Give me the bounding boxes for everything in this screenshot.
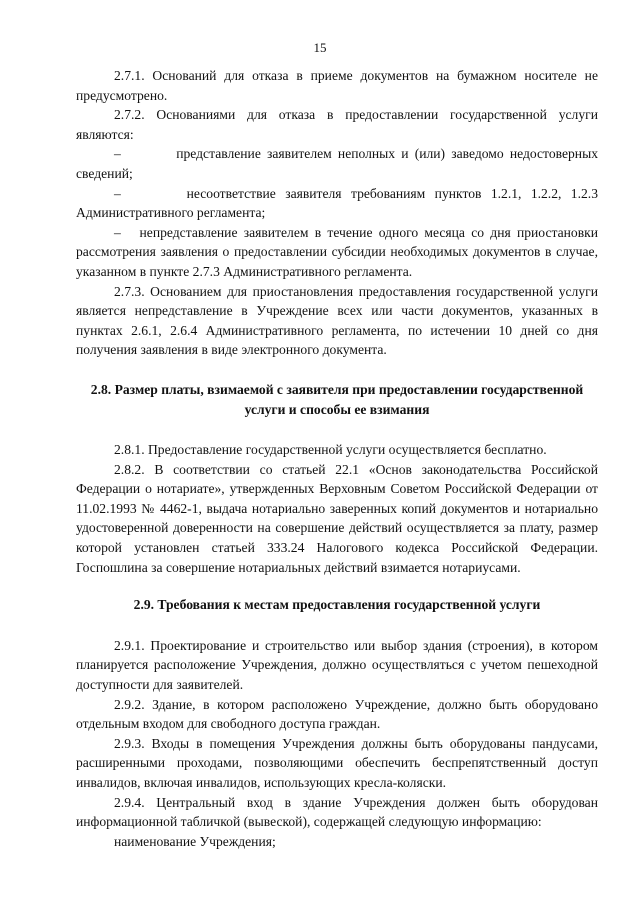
paragraph-2-8-1: 2.8.1. Предоставление государственной услуги осуществляется бесплатно. [114,442,547,458]
document-body [76,66,598,851]
section-heading-2-8: 2.8. Размер платы, взимаемой с заявителя при предоставлении государственной услуги и способы ее взимания [90,381,584,417]
list-item-missing-documents: – непредставление заявителем в течение одного месяца со дня приостановки рассмотрения заявления о предоставлении субсидии необходимых документов в случае, указанном в пункте 2.7.3 Административного регламента. [76,224,598,279]
list-item-incomplete-info: – представление заявителем неполных и (или) заведомо недостоверных сведений; [76,146,598,181]
paragraph-2-7-2: 2.7.2. Основаниями для отказа в предоставлении государственной услуги являются: [76,107,598,142]
list-item-institution-name: наименование Учреждения; [114,833,276,849]
page-number: 15 [313,40,327,55]
paragraph-2-9-4: 2.9.4. Центральный вход в здание Учреждения должен быть оборудован информационной табличкой (вывеской), содержащей следующую информацию: [76,794,598,830]
paragraph-2-7-3: 2.7.3. Основанием для приостановления предоставления государственной услуги является непредставление в Учреждение всех или части документов, указанных в пунктах 2.6.1, 2.6.4 Административного регламента, по истечении 10 дней со дня получения заявления в виде электронного документа. [76,283,598,358]
paragraph-2-9-2: 2.9.2. Здание, в котором расположено Учреждение, должно быть оборудовано отдельным входом для свободного доступа граждан. [76,696,598,732]
list-item-noncompliance: – несоответствие заявителя требованиям пунктов 1.2.1, 1.2.2, 1.2.3 Административного регламента; [76,185,598,221]
paragraph-2-9-1: 2.9.1. Проектирование и строительство или выбор здания (строения), в котором планируется расположение Учреждения, должно осуществляться с учетом пешеходной доступности для заявителей. [76,637,598,693]
paragraph-2-7-1: 2.7.1. Оснований для отказа в приеме документов на бумажном носителе не предусмотрено. [76,68,598,103]
paragraph-2-9-3: 2.9.3. Входы в помещения Учреждения должны быть оборудованы пандусами, расширенными проходами, позволяющими обеспечить беспрепятственный доступ инвалидов, включая инвалидов, использующих кресла-коляски. [76,735,598,790]
section-heading-2-9: 2.9. Требования к местам предоставления государственной услуги [133,597,541,613]
paragraph-2-8-2: 2.8.2. В соответствии со статьей 22.1 «Основ законодательства Российской Федерации о нотариате», утвержденных Верховным Советом Российской Федерации от 11.02.1993 № 4462-1, выдача нотариально заверенных копий документов и нотариально удостоверенной доверенности на совершение действий осуществляется за плату, размер которой установлен статьей 333.24 Налогового кодекса Российской Федерации. Госпошлина за совершение нотариальных действий взимается нотариусами. [76,461,598,575]
